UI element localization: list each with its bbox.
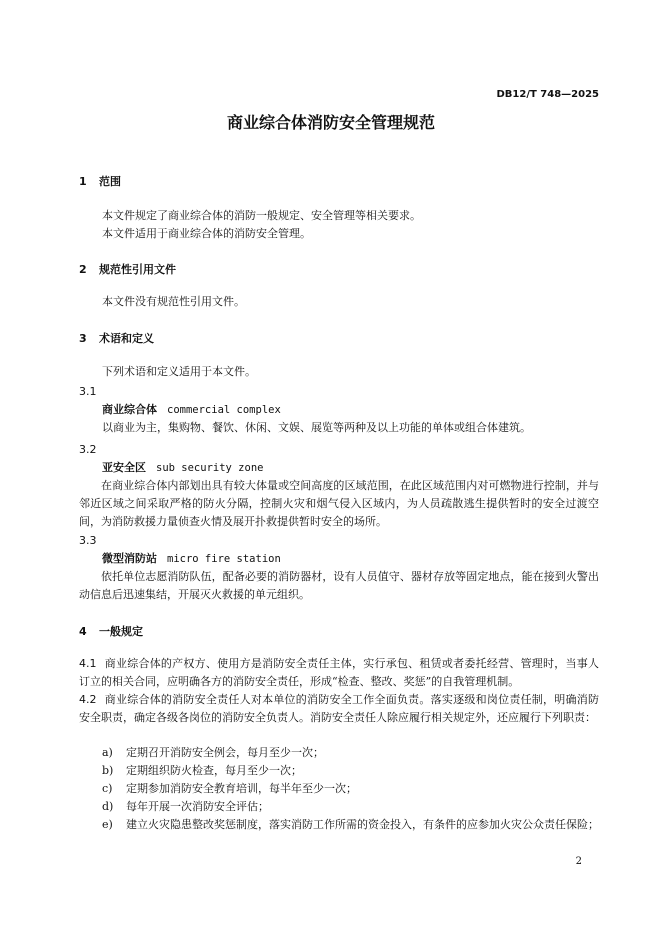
section-number: 1 (79, 175, 87, 188)
list-label: b) (102, 764, 114, 777)
paragraph: 下列术语和定义适用于本文件。 (102, 365, 256, 378)
section-number: 2 (79, 263, 87, 276)
clause-text: 商业综合体的产权方、使用方是消防安全责任主体，实行承包、租赁或者委托经营、管理时，当事人订立的相关合同，应明确各方的消防安全责任，形成“检查、整改、奖惩”的自我管理机制。 (79, 657, 599, 688)
list-text: 定期组织防火检查，每月至少一次； (126, 764, 302, 777)
term-number: 3.2 (79, 443, 97, 456)
section-heading-1 (79, 173, 121, 191)
term-zh: 微型消防站 (102, 552, 157, 565)
clause-number: 4.1 (79, 657, 97, 670)
section-heading-2 (79, 261, 176, 279)
term-definition: 以商业为主，集购物、餐饮、休闲、文娱、展览等两种及以上功能的单体或组合体建筑。 (102, 421, 531, 434)
clause-text: 商业综合体的消防安全责任人对本单位的消防安全工作全面负责。落实逐级和岗位责任制，明确消防安全职责，确定各级各岗位的消防安全负责人。消防安全责任人除应履行相关规定外，还应履行下列职责： (79, 693, 599, 724)
term-entry (102, 550, 281, 568)
term-entry (102, 459, 263, 477)
page-number: 2 (575, 856, 582, 867)
section-title: 术语和定义 (99, 332, 154, 345)
term-entry (102, 401, 281, 419)
list-text: 每年开展一次消防安全评估； (126, 800, 269, 813)
section-heading-3 (79, 330, 154, 348)
list-item (102, 816, 599, 834)
section-heading-4 (79, 623, 143, 641)
paragraph: 本文件规定了商业综合体的消防一般规定、安全管理等相关要求。 (102, 209, 421, 222)
clause-4-1 (79, 655, 599, 691)
list-item (102, 780, 599, 798)
list-item (102, 798, 599, 816)
document-title: 商业综合体消防安全管理规范 (226, 113, 435, 132)
term-definition: 在商业综合体内部划出具有较大体量或空间高度的区域范围，在此区域范围内对可燃物进行控制，并与邻近区域之间采取严格的防火分隔，控制火灾和烟气侵入区域内，为人员疏散逃生提供暂时的安全过渡空间，为消防救援力量侦查火情及展开扑救提供暂时安全的场所。 (79, 479, 599, 528)
list-label: d) (102, 800, 114, 813)
list-item (102, 762, 599, 780)
clause-4-2 (79, 691, 599, 727)
paragraph: 本文件适用于商业综合体的消防安全管理。 (102, 227, 311, 240)
term-number: 3.1 (79, 385, 97, 398)
term-definition: 依托单位志愿消防队伍，配备必要的消防器材，设有人员值守、器材存放等固定地点，能在接到火警出动信息后迅速集结，开展灭火救援的单元组织。 (79, 570, 599, 601)
list-label: e) (102, 818, 113, 831)
list-label: a) (102, 746, 113, 759)
term-number: 3.3 (79, 534, 97, 547)
section-title: 规范性引用文件 (99, 263, 176, 276)
section-title: 范围 (99, 175, 121, 188)
term-en: commercial complex (167, 404, 281, 416)
clause-number: 4.2 (79, 693, 97, 706)
paragraph: 本文件没有规范性引用文件。 (102, 295, 245, 308)
list-text: 定期参加消防安全教育培训，每半年至少一次； (126, 782, 357, 795)
term-zh: 亚安全区 (102, 461, 146, 474)
list-text: 定期召开消防安全例会，每月至少一次； (126, 746, 324, 759)
section-title: 一般规定 (99, 625, 143, 638)
term-zh: 商业综合体 (102, 403, 157, 416)
list-label: c) (102, 782, 113, 795)
term-en: sub security zone (156, 462, 264, 474)
list-text: 建立火灾隐患整改奖惩制度，落实消防工作所需的资金投入，有条件的应参加火灾公众责任保险； (126, 818, 599, 831)
section-number: 3 (79, 332, 87, 345)
term-en: micro fire station (167, 553, 281, 565)
standard-id: DB12/T 748—2025 (496, 89, 599, 100)
section-number: 4 (79, 625, 87, 638)
list-item (102, 744, 599, 762)
